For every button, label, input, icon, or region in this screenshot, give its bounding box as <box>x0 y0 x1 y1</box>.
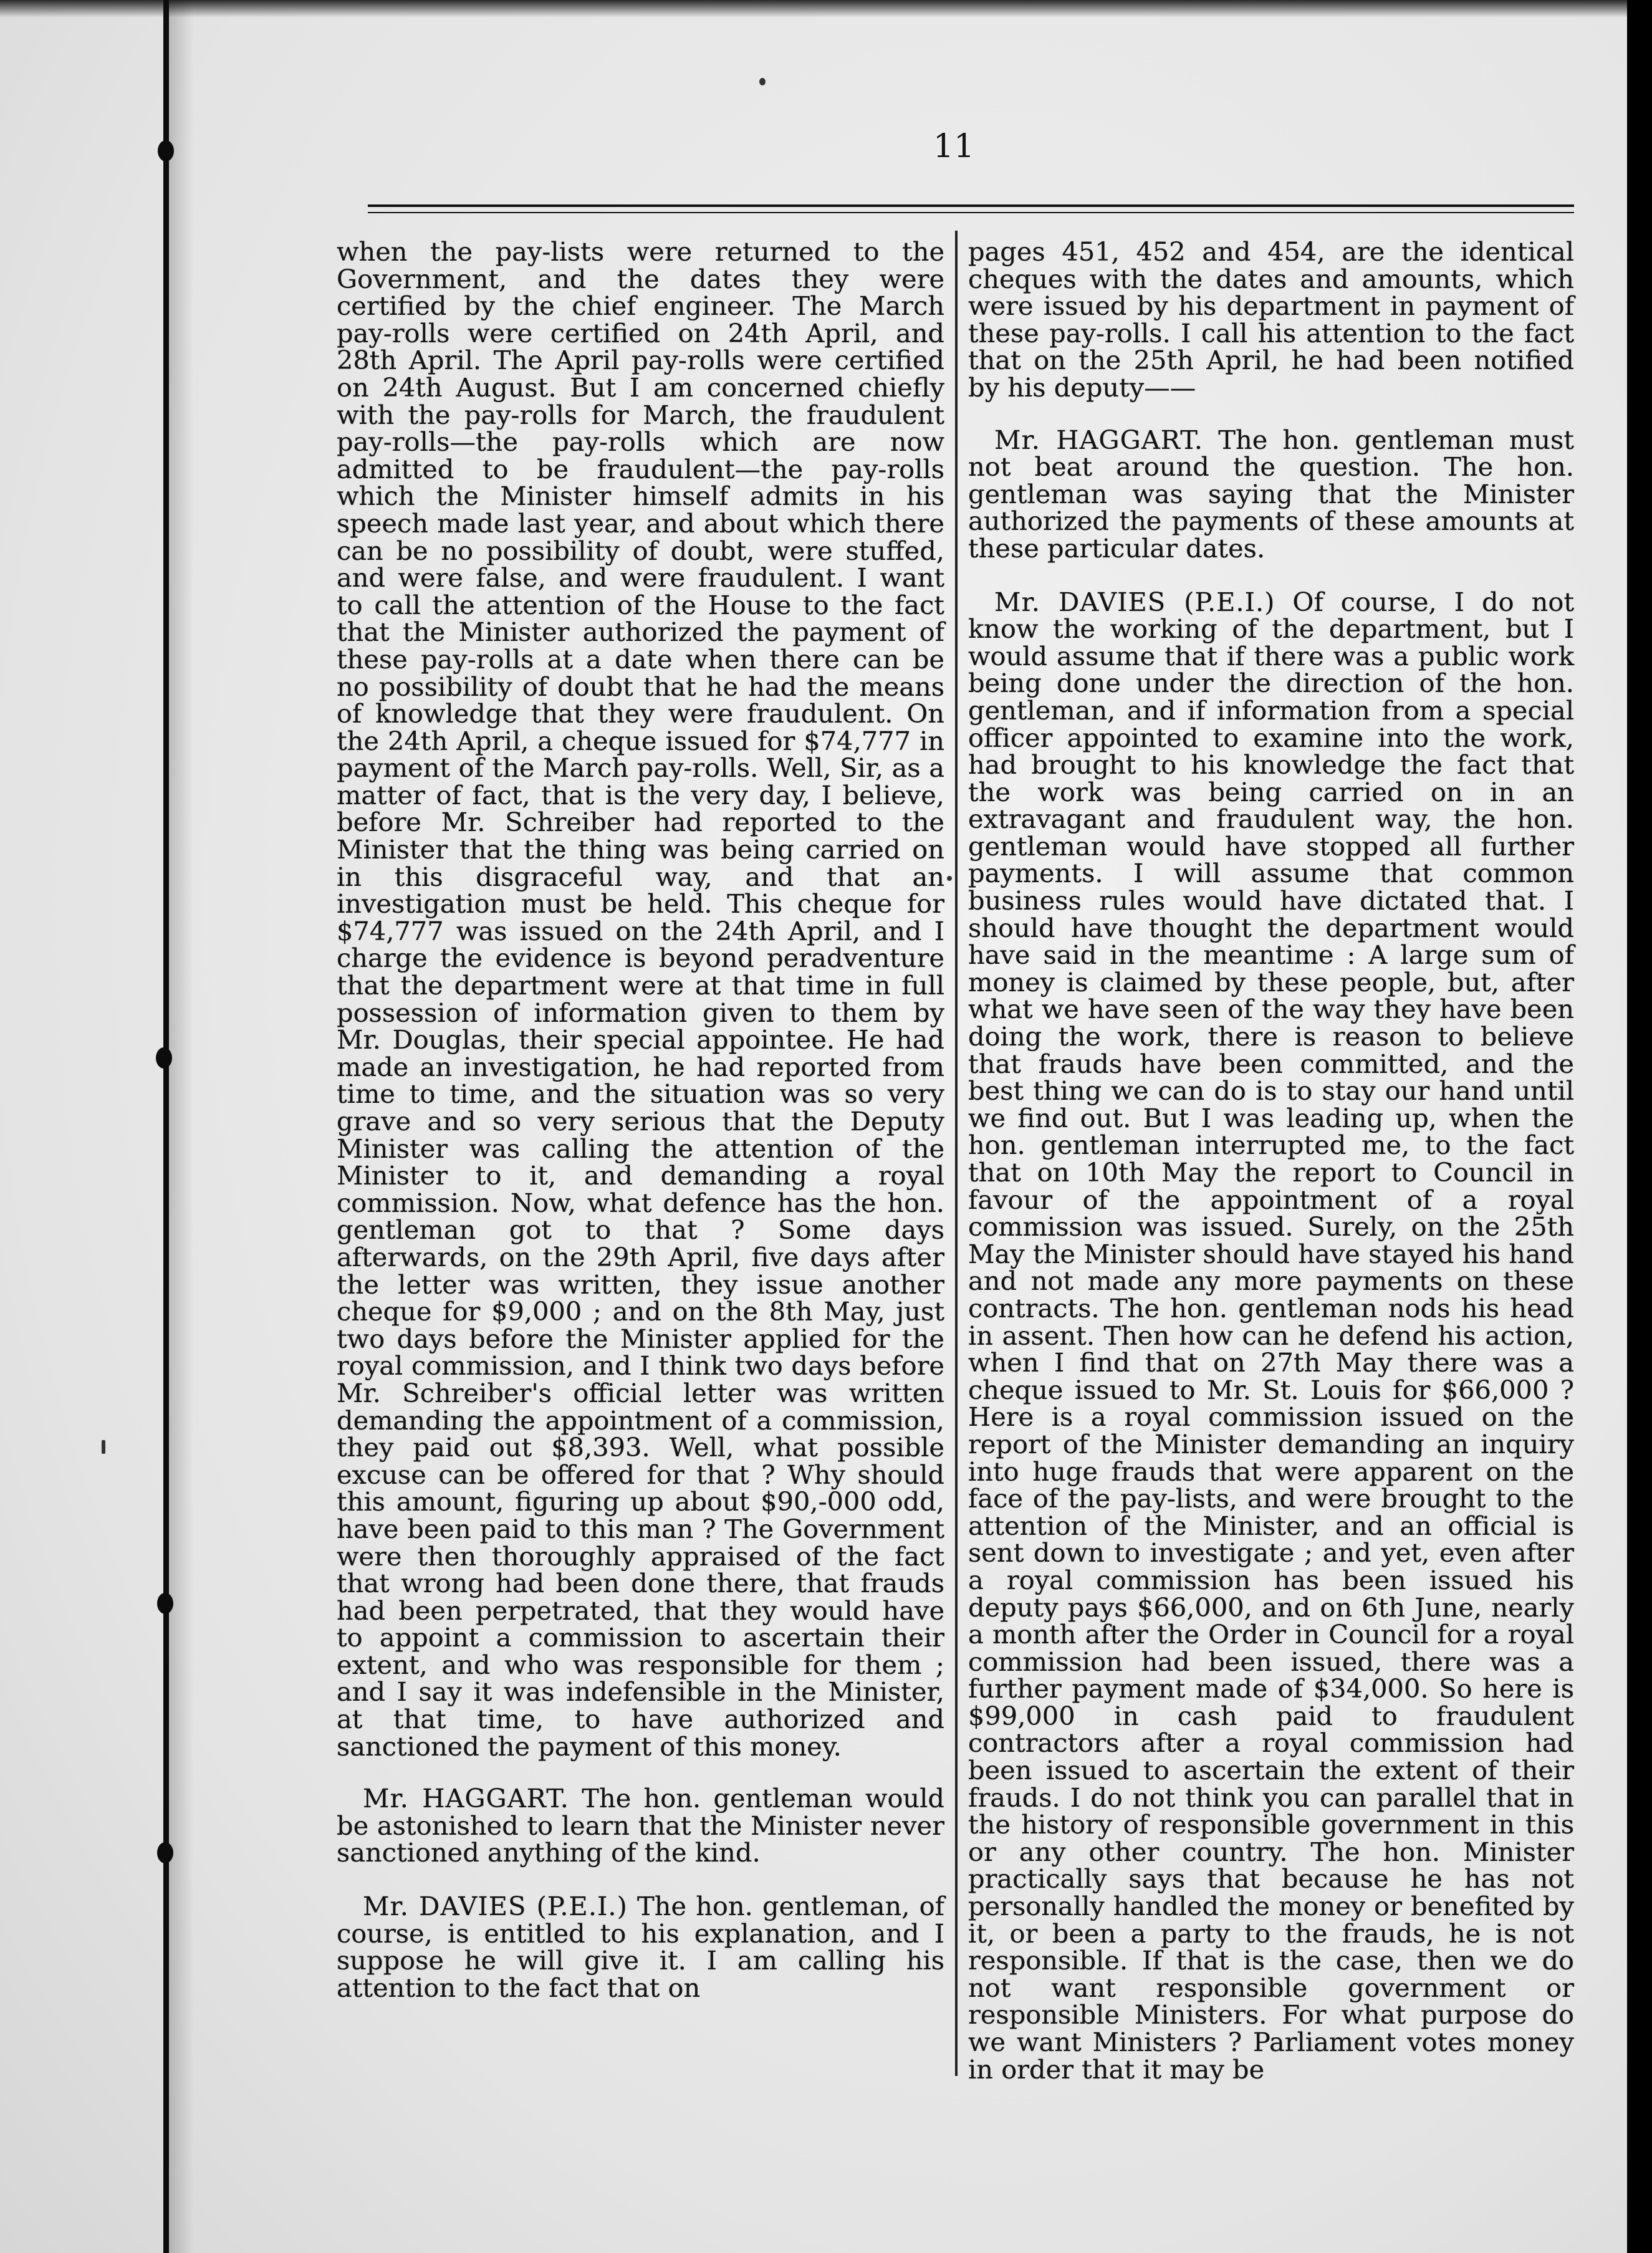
header-rule-thin <box>368 212 1574 213</box>
speaker-name: Mr. DAVIES (P.E.I.) <box>994 586 1275 617</box>
speech-text: The hon. gentleman must not beat around the question. The hon. gentleman was saying that the Minister authorized the payments of these amounts at these particular dates. <box>968 424 1574 564</box>
paper-speck <box>947 876 952 881</box>
right-paragraph-continued: pages 451, 452 and 454, are the identical cheques with the dates and amounts, which were issued by his department in payment of these pay-rolls. I call his attention to the fact that on the 25th April, he had been notified by his deputy—— <box>968 236 1574 403</box>
header-rule-thick <box>368 204 1574 207</box>
paper-speck <box>102 1440 105 1454</box>
scan-top-edge <box>0 0 1652 17</box>
column-divider <box>955 231 958 2076</box>
binding-stitch <box>158 140 174 161</box>
speaker-name: Mr. DAVIES (P.E.I.) <box>363 1891 628 1922</box>
page-number: 11 <box>933 128 975 165</box>
left-paragraph-continued: when the pay-lists were returned to the Government, and the dates they were certified by the chief engineer. The March pay-rolls were certified on 24th April, and 28th April. The April pay-rolls were certified on 24th August. But I am concerned chiefly with the pay-rolls for March, the fraudulent pay-rolls—the pay-rolls which are now admitted to be fraudulent—the pay-rolls which the Minister himself admits in his speech made last year, and about which there can be no possibility of doubt, were stuffed, and were false, and were fraudulent. I want to call the attention of the House to the fact that the Minister authorized the payment of these pay-rolls at a date when there can be no possibility of doubt that he had the means of knowledge that they were fraudulent. On the 24th April, a cheque issued for $74,777 in payment of the March pay-rolls. Well, Sir, as a matter of fact, that is the very day, I believe, before Mr. Schreiber had reported to the Minister that the thing was being carried on in this disgraceful way, and that an investigation must be held. This cheque for $74,777 was issued on the 24th April, and I charge the evidence is beyond peradventure that the department were at that time in full possession of information given to them by Mr. Douglas, their special appointee. He had made an investigation, he had reported from time to time, and the situation was so very grave and so very serious that the Deputy Minister was calling the attention of the Minister to it, and demanding a royal commission. Now, what defence has the hon. gentleman got to that ? Some days afterwards, on the 29th April, five days after the letter was written, they issue another cheque for $9,000 ; and on the 8th May, just two days before the Minister applied for the royal commission, and I think two days before Mr. Schreiber's official letter was written demanding the appointment of a commission, they paid out $8,393. Well, what possible excuse can be offered for that ? Why should this amount, figuring up about $90,-000 odd, have been paid to this man ? The Government were then thoroughly appraised of the fact that wrong had been done there, that frauds had been perpetrated, that they would have to appoint a commission to ascertain their extent, and who was responsible for them ; and I say it was indefensible in the Minister, at that time, to have authorized and sanctioned the payment of this money. <box>337 236 944 1762</box>
left-paragraph-davies <box>337 1893 944 2001</box>
binding-stitch <box>157 1593 173 1614</box>
right-paragraph-haggart <box>968 426 1574 562</box>
left-column <box>337 238 944 2027</box>
binding-shadow <box>169 0 194 2253</box>
right-paragraph-davies <box>968 588 1574 2083</box>
left-paragraph-haggart <box>337 1785 944 1866</box>
speech-text: The hon. gentleman would be astonished to learn that the Minister never sanctioned anything of the kind. <box>337 1783 944 1868</box>
binding-stitch <box>156 1047 172 1069</box>
paper-speck <box>759 78 766 85</box>
binding-stitch <box>157 1842 173 1863</box>
speaker-name: Mr. HAGGART. <box>994 424 1203 455</box>
right-column <box>968 238 1574 2109</box>
scan-right-edge <box>1627 0 1652 2253</box>
speech-text: Of course, I do not know the working of the department, but I would assume that if there was a public work being done under the direction of the hon. gentleman, and if information from a special officer appointed to examine into the work, had brought to his knowledge the fact that the work was being carried on in an extravagant and fraudulent way, the hon. gentleman would have stopped all further payments. I will assume that common business rules would have dictated that. I should have thought the department would have said in the meantime : A large sum of money is claimed by these people, but, after what we have seen of the way they have been doing the work, there is reason to believe that frauds have been committed, and the best thing we can do is to stay our hand until we find out. But I was leading up, when the hon. gentleman interrupted me, to the fact that on 10th May the report to Council in favour of the appointment of a royal commission was issued. Surely, on the 25th May the Minister should have stayed his hand and not made any more payments on these contracts. The hon. gentleman nods his head in assent. Then how can he defend his action, when I find that on 27th May there was a cheque issued to Mr. St. Louis for $66,000 ? Here is a royal commission issued on the report of the Minister demanding an inquiry into huge frauds that were apparent on the face of the pay-lists, and were brought to the attention of the Minister, and an official is sent down to investigate ; and yet, even after a royal commission has been issued his deputy pays $66,000, and on 6th June, nearly a month after the Order in Council for a royal commission had been issued, there was a further payment made of $34,000. So here is $99,000 in cash paid to fraudulent contractors after a royal commission had been issued to ascertain the extent of their frauds. I do not think you can parallel that in the history of responsible government in this or any other country. The hon. Minister practically says that because he has not personally handled the money or benefited by it, or been a party to the frauds, he is not responsible. If that is the case, then we do not want responsible government or responsible Ministers. For what purpose do we want Ministers ? Parliament votes money in order that it may be <box>968 586 1574 2085</box>
speech-text: The hon. gentleman, of course, is entitled to his explanation, and I suppose he will give it. I am calling his attention to the fact that on <box>337 1891 944 2003</box>
binding-thread <box>163 0 169 2253</box>
speaker-name: Mr. HAGGART. <box>363 1783 569 1814</box>
